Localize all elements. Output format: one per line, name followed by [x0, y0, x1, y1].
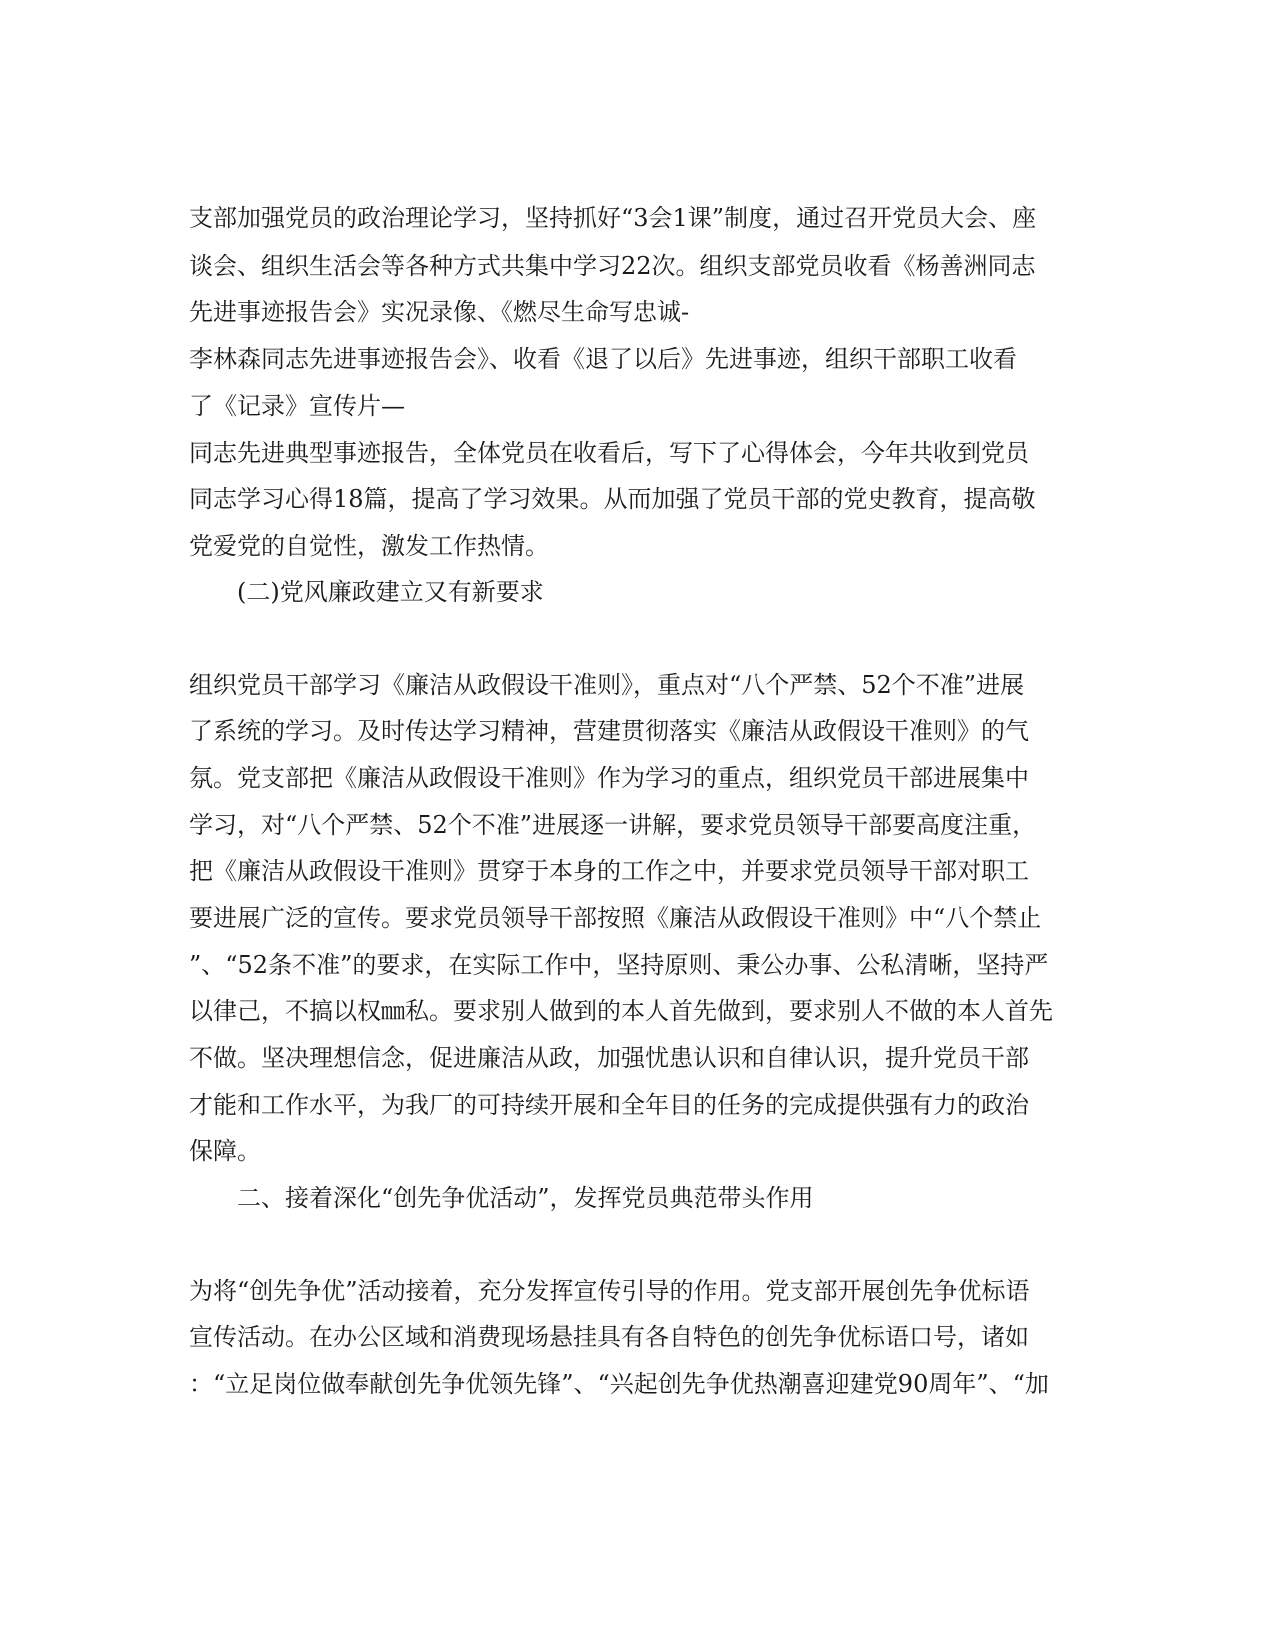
paragraph-2-line-3: 氛。党支部把《廉洁从政假设干准则》作为学习的重点，组织党员干部进展集中 [189, 764, 1029, 792]
paragraph-2-line-11: 保障。 [189, 1137, 261, 1165]
paragraph-2-line-4: 学习，对“八个严禁、52个不准”进展逐一讲解，要求党员领导干部要高度注重， [189, 811, 1037, 839]
paragraph-3-line-1: 为将“创先争优”活动接着，充分发挥宣传引导的作用。党支部开展创先争优标语 [189, 1277, 1030, 1305]
paragraph-2-line-10: 才能和工作水平，为我厂的可持续开展和全年目的任务的完成提供强有力的政治 [189, 1091, 1029, 1119]
paragraph-1-line-8: 党爱党的自觉性，激发工作热情。 [189, 532, 549, 560]
section-heading-3: 二、接着深化“创先争优活动”，发挥党员典范带头作用 [237, 1184, 814, 1212]
paragraph-3-line-3: ：“立足岗位做奉献创先争优领先锋”、“兴起创先争优热潮喜迎建党90周年”、“加 [189, 1370, 1049, 1398]
paragraph-1-line-2: 谈会、组织生活会等各种方式共集中学习22次。组织支部党员收看《杨善洲同志 [189, 252, 1036, 280]
paragraph-2-line-5: 把《廉洁从政假设干准则》贯穿于本身的工作之中，并要求党员领导干部对职工 [189, 857, 1029, 885]
paragraph-2-line-9: 不做。坚决理想信念，促进廉洁从政，加强忧患认识和自律认识，提升党员干部 [189, 1044, 1029, 1072]
paragraph-2-line-6: 要进展广泛的宣传。要求党员领导干部按照《廉洁从政假设干准则》中“八个禁止 [189, 904, 1042, 932]
paragraph-1-line-5: 了《记录》宣传片— [189, 392, 405, 420]
paragraph-1-line-4: 李林森同志先进事迹报告会》、收看《退了以后》先进事迹，组织干部职工收看 [189, 345, 1017, 373]
paragraph-2-line-7: ”、“52条不准”的要求，在实际工作中，坚持原则、秉公办事、公私清晰，坚持严 [189, 951, 1049, 979]
paragraph-1-line-3: 先进事迹报告会》实况录像、《燃尽生命写忠诚- [189, 298, 690, 326]
paragraph-2-line-2: 了系统的学习。及时传达学习精神，营建贯彻落实《廉洁从政假设干准则》的气 [189, 717, 1029, 745]
paragraph-1-line-1: 支部加强党员的政治理论学习，坚持抓好“3会1课”制度，通过召开党员大会、座 [189, 204, 1037, 232]
paragraph-2-line-8: 以律己，不搞以权㎜私。要求别人做到的本人首先做到，要求别人不做的本人首先 [189, 997, 1053, 1025]
paragraph-1-line-6: 同志先进典型事迹报告，全体党员在收看后，写下了心得体会，今年共收到党员 [189, 439, 1029, 467]
paragraph-2-line-1: 组织党员干部学习《廉洁从政假设干准则》，重点对“八个严禁、52个不准”进展 [189, 671, 1025, 699]
paragraph-3-line-2: 宣传活动。在办公区域和消费现场悬挂具有各自特色的创先争优标语口号，诸如 [189, 1323, 1029, 1351]
section-heading-2: (二)党风廉政建立又有新要求 [237, 578, 544, 606]
paragraph-1-line-7: 同志学习心得18篇，提高了学习效果。从而加强了党员干部的党史教育，提高敬 [189, 485, 1036, 513]
